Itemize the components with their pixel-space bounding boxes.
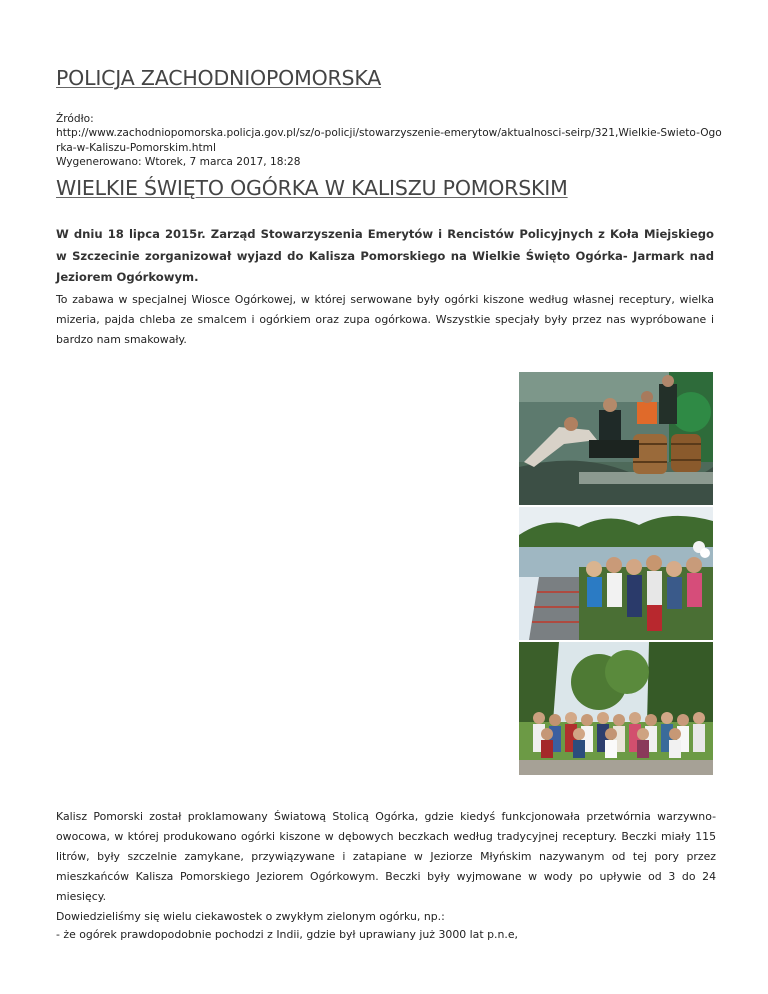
photo-crowd-pier — [519, 507, 713, 640]
photo-lake-barrels — [519, 372, 713, 505]
photo-group-park — [519, 642, 713, 775]
paragraph-3 — [56, 908, 716, 944]
site-title: POLICJA ZACHODNIOPOMORSKA — [56, 66, 382, 90]
paragraph-2: Kalisz Pomorski został proklamowany Światową Stolicą Ogórka, gdzie kiedyś funkcjonowała przetwórnia warzywno-owocowa, w której produkowano ogórki kiszone w dębowych beczkach według tradycyjnej receptury. Beczki miały 115 litrów, były szczelnie zamykane, przywiązywane i zatapiane w Jeziorze Młyńskim nazywanym od tej pory przez mieszkańców Kalisza Pomorskiego Jeziorem Ogórkowym. Beczki były wyjmowane w wody po upływie od 3 do 24 miesięcy. — [56, 810, 716, 903]
source-url-line-2[interactable]: rka-w-Kaliszu-Pomorskim.html — [56, 141, 216, 154]
paragraph-3-line-2: - że ogórek prawdopodobnie pochodzi z Indii, gdzie był uprawiany już 3000 lat p.n.e, — [56, 928, 518, 941]
photo-column — [519, 372, 713, 777]
source-label: Źródło: — [56, 113, 94, 125]
article-title: WIELKIE ŚWIĘTO OGÓRKA W KALISZU POMORSKIM — [56, 176, 568, 200]
article-lead: W dniu 18 lipca 2015r. Zarząd Stowarzyszenia Emerytów i Rencistów Policyjnych z Koła Miejskiego w Szczecinie zorganizował wyjazd do Kalisza Pomorskiego na Wielkie Święto Ogórka- Jarmark nad Jeziorem Ogórkowym. — [56, 227, 714, 284]
source-url-line-1[interactable]: http://www.zachodniopomorska.policja.gov.pl/sz/o-policji/stowarzyszenie-emerytow/aktualnosci-seirp/321,Wielkie-Swieto-Ogo — [56, 127, 722, 140]
source-meta — [56, 112, 722, 169]
generated-date: Wygenerowano: Wtorek, 7 marca 2017, 18:28 — [56, 155, 301, 168]
paragraph-3-line-1: Dowiedzieliśmy się wielu ciekawostek o zwykłym zielonym ogórku, np.: — [56, 910, 445, 923]
paragraph-1: To zabawa w specjalnej Wiosce Ogórkowej, w której serwowane były ogórki kiszone według własnej receptury, wielka mizeria, pajda chleba ze smalcem i ogórkiem oraz zupa ogórkowa. Wszystkie specjały były przez nas wypróbowane i bardzo nam smakowały. — [56, 293, 714, 346]
